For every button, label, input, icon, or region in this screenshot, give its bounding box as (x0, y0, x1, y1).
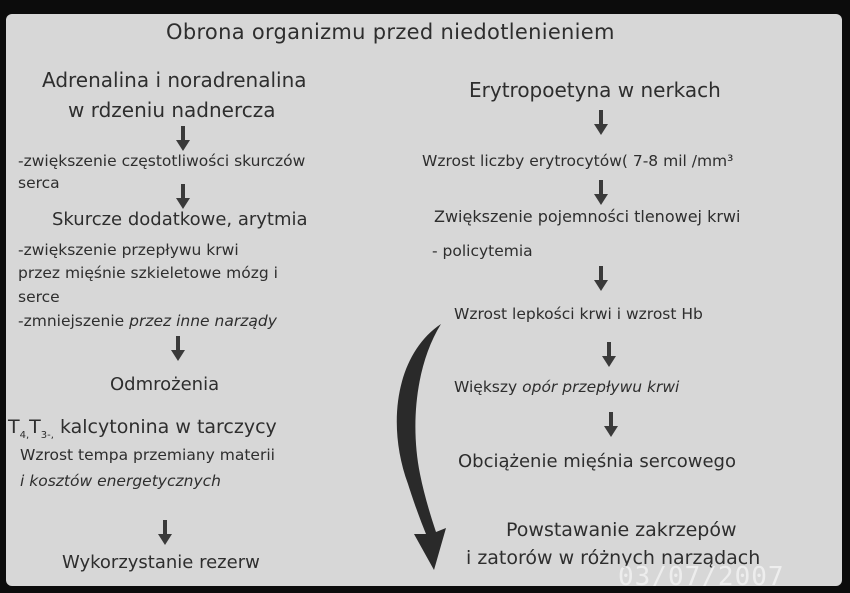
curved-arrow-icon (386, 314, 456, 574)
right-step2-line2: - policytemia (432, 242, 533, 260)
right-step6-line1: Powstawanie zakrzepów (506, 519, 737, 541)
down-arrow-icon (604, 412, 618, 438)
right-step2-line1: Zwiększenie pojemności tlenowej krwi (434, 207, 741, 226)
down-arrow-icon (158, 520, 172, 546)
right-step5: Obciążenie mięśnia sercowego (458, 451, 736, 472)
down-arrow-icon (171, 336, 185, 362)
right-step6-line2: i zatorów w różnych narządach (466, 547, 761, 569)
slide (6, 14, 842, 586)
down-arrow-icon (594, 110, 608, 136)
left-step4: Wykorzystanie rezerw (62, 552, 260, 573)
left-effect1-line2: serca (18, 174, 60, 192)
down-arrow-icon (594, 180, 608, 206)
left-flow-line1: -zwiększenie przepływu krwi (18, 241, 239, 259)
right-step1: Wzrost liczby erytrocytów( 7-8 mil /mm³ (422, 152, 734, 170)
right-heading: Erytropoetyna w nerkach (469, 78, 721, 102)
left-effect1-line1: -zwiększenie częstotliwości skurczów (18, 152, 306, 170)
left-flow-line3: serce (18, 288, 60, 306)
left-metab-line2: i kosztów energetycznych (20, 472, 221, 490)
left-step2: Skurcze dodatkowe, arytmia (52, 209, 308, 230)
left-metab-line1: Wzrost tempa przemiany materii (20, 446, 275, 464)
left-thyroid: $T_{4,}T_{3-,}$ kalcytonina w tarczycy (8, 416, 277, 441)
right-step3: Wzrost lepkości krwi i wzrost Hb (454, 305, 703, 323)
left-heading-line1: Adrenalina i noradrenalina (42, 68, 307, 92)
down-arrow-icon (176, 126, 190, 152)
down-arrow-icon (594, 266, 608, 292)
slide-title: Obrona organizmu przed niedotlenieniem (166, 20, 615, 44)
left-flow-line2: przez mięśnie szkieletowe mózg i (18, 264, 278, 282)
right-step4: Większy opór przepływu krwi (454, 378, 680, 396)
left-heading-line2: w rdzeniu nadnercza (68, 98, 276, 122)
left-flow-line4: -zmniejszenie przez inne narządy (18, 312, 277, 330)
down-arrow-icon (176, 184, 190, 210)
down-arrow-icon (602, 342, 616, 368)
date-stamp: 03/07/2007 (618, 562, 785, 586)
left-step3: Odmrożenia (110, 374, 220, 395)
